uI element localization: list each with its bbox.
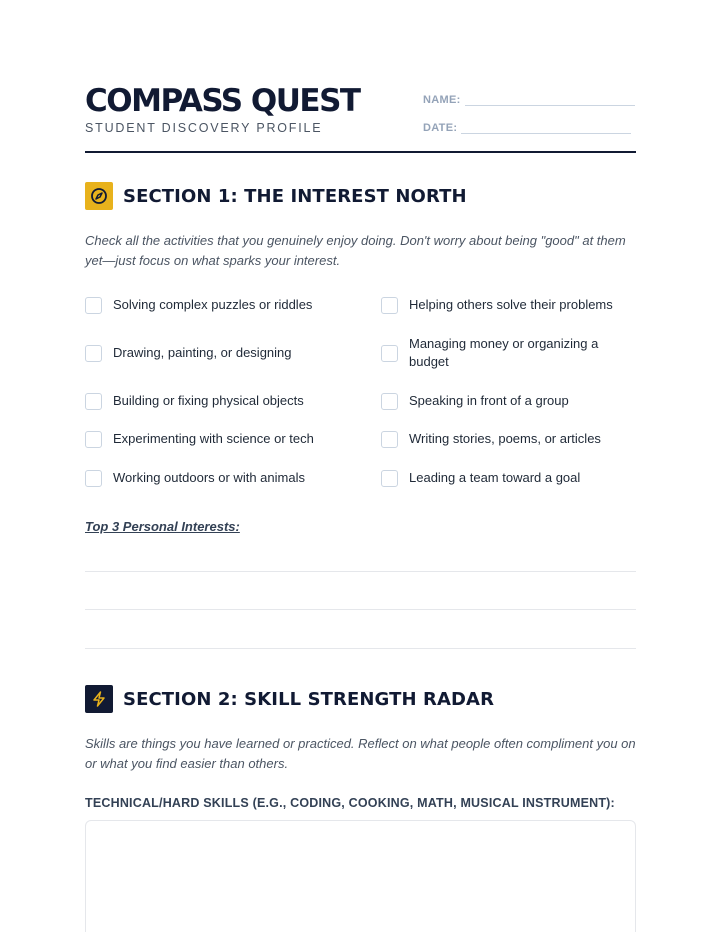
name-field — [423, 88, 635, 106]
writing-line[interactable] — [85, 571, 636, 572]
checkbox[interactable] — [381, 297, 398, 314]
writing-line[interactable] — [85, 609, 636, 610]
checkbox[interactable] — [85, 393, 102, 410]
activity-label: Building or fixing physical objects — [113, 393, 304, 408]
activity-label: Solving complex puzzles or riddles — [113, 297, 313, 312]
checkbox[interactable] — [381, 345, 398, 362]
checkbox[interactable] — [85, 345, 102, 362]
activity-item[interactable] — [381, 335, 619, 371]
compass-icon — [85, 182, 113, 210]
checkbox[interactable] — [85, 470, 102, 487]
date-field — [423, 116, 631, 134]
section1-heading — [85, 182, 467, 210]
page-subtitle: STUDENT DISCOVERY PROFILE — [85, 121, 323, 135]
header-divider — [85, 151, 636, 153]
checkbox[interactable] — [381, 470, 398, 487]
activity-label: Managing money or organizing a budget — [409, 336, 599, 369]
activity-label: Writing stories, poems, or articles — [409, 431, 601, 446]
section1-title: SECTION 1: THE INTEREST NORTH — [123, 185, 467, 207]
activity-item[interactable] — [381, 469, 580, 487]
activity-item[interactable] — [85, 392, 304, 410]
activity-label: Leading a team toward a goal — [409, 470, 581, 485]
hard-skills-textbox[interactable] — [85, 820, 636, 932]
header — [85, 84, 636, 154]
lightning-icon — [85, 685, 113, 713]
checkbox[interactable] — [85, 297, 102, 314]
activity-label: Drawing, painting, or designing — [113, 345, 292, 360]
activity-label: Experimenting with science or tech — [113, 431, 314, 446]
activity-item[interactable] — [381, 430, 601, 448]
activity-item[interactable] — [85, 296, 312, 314]
page-title: COMPASS QUEST — [85, 83, 360, 119]
activity-item[interactable] — [85, 430, 314, 448]
section1-intro: Check all the activities that you genuinely enjoy doing. Don't worry about being "good" at them yet—just focus on what sparks your interest. — [85, 233, 626, 268]
hard-skills-label: TECHNICAL/HARD SKILLS (E.G., CODING, COOKING, MATH, MUSICAL INSTRUMENT): — [85, 796, 615, 810]
activity-item[interactable] — [381, 296, 613, 314]
section2-heading — [85, 685, 494, 713]
date-label: DATE: — [423, 122, 458, 134]
date-input-line[interactable] — [461, 116, 631, 134]
activity-item[interactable] — [85, 469, 305, 487]
activity-item[interactable] — [85, 344, 292, 362]
section2-intro: Skills are things you have learned or practiced. Reflect on what people often compliment you on or what you find easier than others. — [85, 736, 636, 771]
activity-label: Working outdoors or with animals — [113, 470, 305, 485]
checkbox[interactable] — [381, 393, 398, 410]
name-label: NAME: — [423, 94, 461, 106]
activity-label: Speaking in front of a group — [409, 393, 569, 408]
checkbox[interactable] — [85, 431, 102, 448]
section2-title: SECTION 2: SKILL STRENGTH RADAR — [123, 688, 495, 710]
activity-label: Helping others solve their problems — [409, 297, 613, 312]
name-input-line[interactable] — [465, 88, 635, 106]
checkbox[interactable] — [381, 431, 398, 448]
top3-interests-label: Top 3 Personal Interests: — [85, 519, 240, 534]
activity-item[interactable] — [381, 392, 569, 410]
writing-line[interactable] — [85, 648, 636, 649]
